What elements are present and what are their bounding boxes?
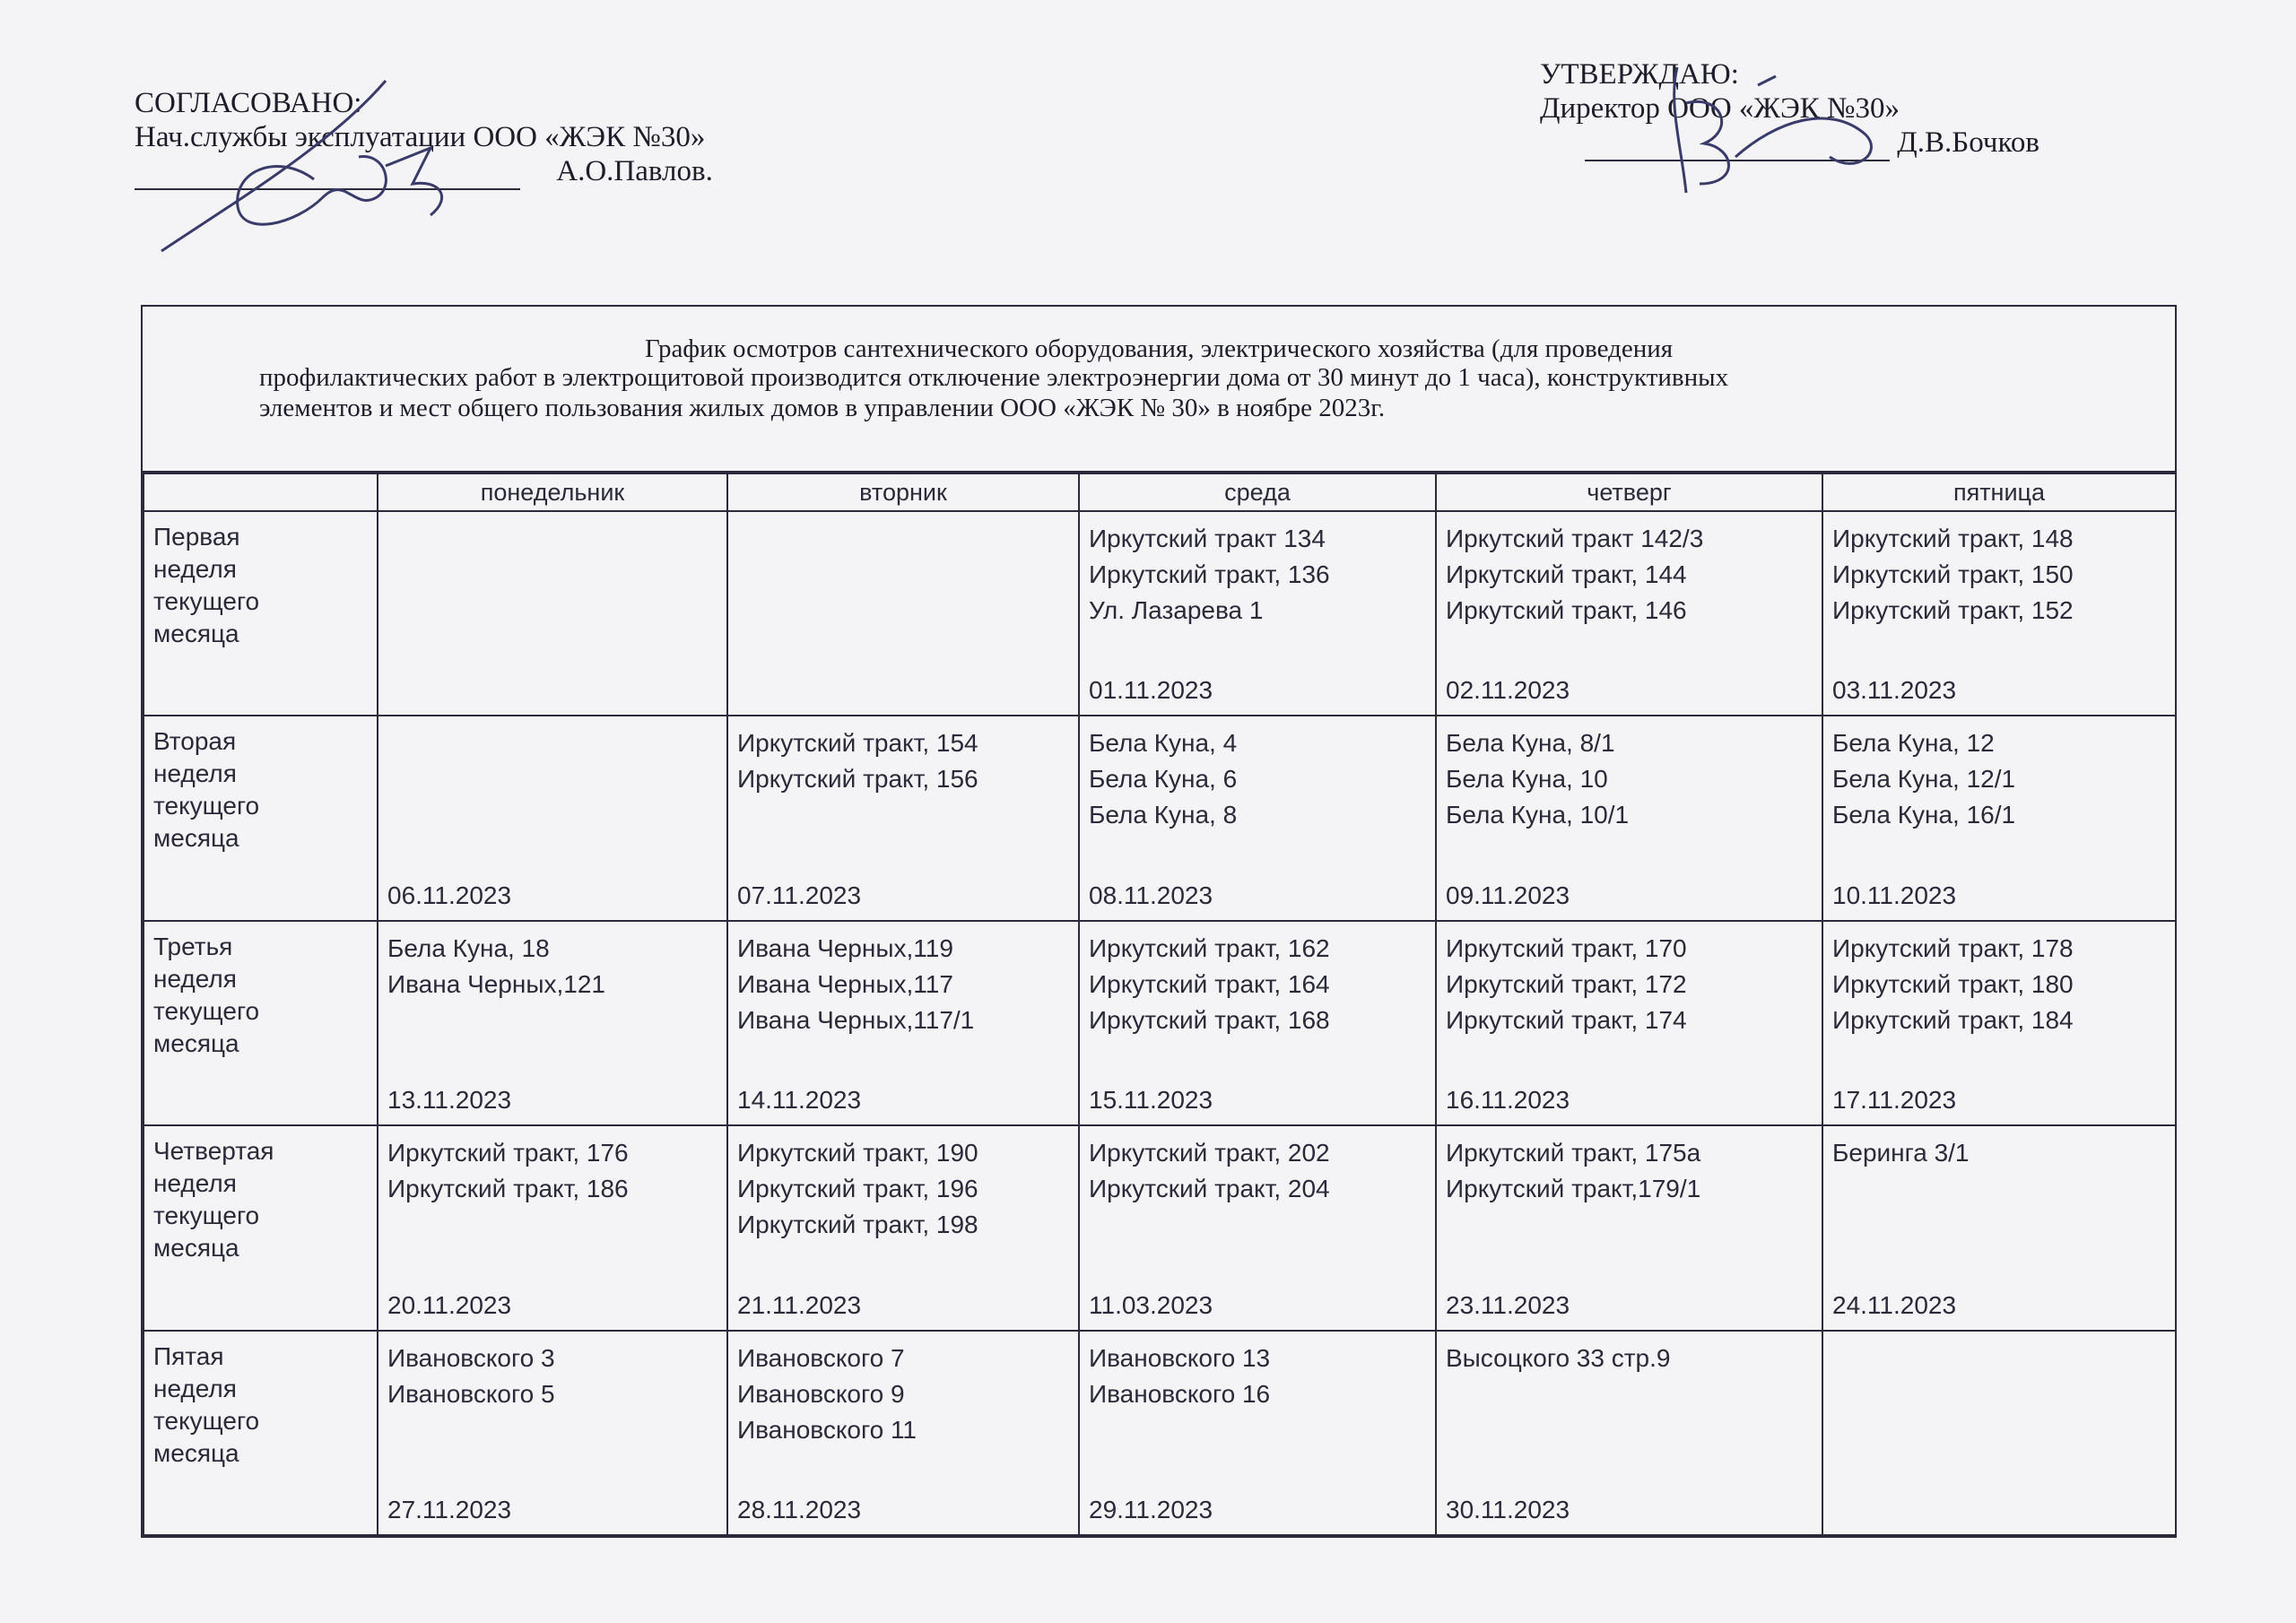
approval-left [135, 86, 713, 190]
schedule-cell [378, 1331, 727, 1535]
table-row [144, 1125, 2176, 1330]
table-row [144, 716, 2176, 920]
week-label-line: месяца [153, 1234, 239, 1263]
address-text: Ивановского 11 [737, 1415, 918, 1444]
address-text: Бела Куна, 6 [1089, 765, 1238, 794]
address-text: Иркутский тракт, 152 [1832, 596, 2074, 624]
address-text: Бела Куна, 18 [387, 933, 550, 962]
address-text: Иркутский тракт, 180 [1832, 969, 2074, 998]
title-line: элементов и мест общего пользования жилых домов в управлении ООО «ЖЭК № 30» в ноябре 2023г. [259, 394, 1386, 422]
approval-right-heading: УТВЕРЖДАЮ: [1540, 58, 1739, 91]
address-text: Бела Куна, 10 [1446, 765, 1608, 794]
address-text: Ивана Черных,117 [737, 969, 953, 998]
week-label-line: текущего [153, 587, 260, 615]
week-label-line: Четвертая [153, 1137, 274, 1166]
week-label-line: Пятая [153, 1341, 224, 1370]
address-text: Иркутский тракт 142/3 [1446, 525, 1704, 552]
address-text: Ивановского 13 [1089, 1343, 1271, 1372]
schedule-cell [1822, 1331, 2176, 1535]
address-text: Иркутский тракт, 204 [1089, 1175, 1330, 1203]
table-row [144, 511, 2176, 716]
address-text: Ул. Лазарева 1 [1089, 596, 1264, 624]
address-text: Ивановского 16 [1089, 1379, 1271, 1408]
inspection-date: 23.11.2023 [1446, 1290, 1570, 1319]
address-text: Иркутский тракт, 156 [737, 765, 978, 794]
address-text: Иркутский тракт, 178 [1832, 933, 2074, 962]
address-text: Бела Куна, 16/1 [1832, 801, 2016, 829]
signature-line [1585, 126, 1890, 161]
address-text: Беринга 3/1 [1832, 1139, 1970, 1167]
header-day: четверг [1436, 473, 1822, 511]
schedule-cell [378, 921, 727, 1125]
address-text: Ивана Черных,121 [387, 969, 605, 998]
address-text: Иркутский тракт, 175а [1446, 1139, 1701, 1167]
schedule-table [143, 473, 2177, 1536]
schedule-cell [1436, 511, 1822, 716]
week-label-cell [144, 921, 378, 1125]
address-text: Иркутский тракт, 184 [1832, 1005, 2074, 1034]
address-text: Иркутский тракт, 196 [737, 1175, 978, 1203]
inspection-date: 03.11.2023 [1832, 676, 1957, 705]
address-text: Иркутский тракт, 150 [1832, 560, 2074, 588]
title-line: профилактических работ в электрощитовой производится отключение электроэнергии дома от 30 минут до 1 часа), конструктивных [259, 363, 1729, 392]
schedule-cell [1436, 921, 1822, 1125]
approval-right [1540, 57, 2039, 161]
address-text: Иркутский тракт, 154 [737, 729, 978, 758]
address-text: Иркутский тракт 134 [1089, 525, 1326, 552]
schedule-cell [1436, 1331, 1822, 1535]
week-label-cell [144, 716, 378, 920]
week-label-line: месяца [153, 620, 239, 647]
signature-line [135, 154, 520, 190]
schedule-cell [1079, 1125, 1436, 1330]
schedule-cell [727, 716, 1079, 920]
address-text: Иркутский тракт, 202 [1089, 1139, 1330, 1167]
schedule-cell [1436, 716, 1822, 920]
address-text: Иркутский тракт, 170 [1446, 933, 1687, 962]
schedule-cell [1822, 511, 2176, 716]
inspection-date: 29.11.2023 [1089, 1496, 1213, 1523]
week-label-line: месяца [153, 824, 239, 853]
week-label-line: неделя [153, 555, 237, 583]
schedule-cell [727, 1331, 1079, 1535]
address-text: Иркутский тракт, 176 [387, 1139, 629, 1167]
address-text: Ивановского 9 [737, 1379, 905, 1408]
inspection-date: 08.11.2023 [1089, 881, 1213, 909]
approval-left-heading: СОГЛАСОВАНО: [135, 87, 362, 119]
approval-left-sign-row [135, 154, 713, 190]
inspection-date: 27.11.2023 [387, 1496, 512, 1523]
week-label-line: Вторая [153, 727, 237, 756]
address-text: Иркутский тракт, 198 [737, 1211, 978, 1239]
header-day: понедельник [378, 473, 727, 511]
address-text: Иркутский тракт, 146 [1446, 596, 1687, 624]
address-text: Ивановского 3 [387, 1343, 555, 1372]
week-label-line: текущего [153, 996, 260, 1025]
week-label-line: неделя [153, 759, 237, 788]
inspection-date: 06.11.2023 [387, 881, 512, 909]
address-text: Бела Куна, 8 [1089, 801, 1238, 829]
approval-right-name: Д.В.Бочков [1897, 126, 2039, 159]
approval-right-sign-row [1540, 126, 2039, 161]
inspection-date: 21.11.2023 [737, 1290, 862, 1319]
inspection-date: 11.03.2023 [1089, 1290, 1213, 1319]
week-label-cell [144, 1331, 378, 1535]
schedule-cell [1822, 716, 2176, 920]
schedule-title [143, 307, 2175, 473]
header-day: пятница [1822, 473, 2176, 511]
inspection-date: 24.11.2023 [1832, 1290, 1957, 1319]
address-text: Ивановского 5 [387, 1379, 555, 1408]
inspection-date: 14.11.2023 [737, 1086, 862, 1115]
week-label-line: Третья [153, 932, 233, 960]
address-text: Иркутский тракт, 190 [737, 1139, 978, 1167]
week-label-line: текущего [153, 1406, 260, 1435]
inspection-date: 30.11.2023 [1446, 1496, 1570, 1523]
schedule-sheet [141, 305, 2177, 1538]
inspection-date: 15.11.2023 [1089, 1086, 1213, 1115]
inspection-date: 07.11.2023 [737, 881, 862, 909]
schedule-cell [1436, 1125, 1822, 1330]
inspection-date: 01.11.2023 [1089, 676, 1213, 705]
header-blank-cell [144, 473, 378, 511]
schedule-cell [1822, 1125, 2176, 1330]
inspection-date: 10.11.2023 [1832, 881, 1957, 909]
week-label-cell [144, 1125, 378, 1330]
schedule-cell [727, 921, 1079, 1125]
schedule-cell [378, 1125, 727, 1330]
table-row [144, 921, 2176, 1125]
inspection-date: 09.11.2023 [1446, 881, 1570, 909]
inspection-date: 02.11.2023 [1446, 676, 1570, 705]
address-text: Иркутский тракт, 186 [387, 1175, 629, 1203]
schedule-cell [1079, 1331, 1436, 1535]
address-text: Бела Куна, 8/1 [1446, 729, 1615, 758]
week-label-line: месяца [153, 1028, 239, 1057]
address-text: Ивана Черных,117/1 [737, 1005, 975, 1034]
inspection-date: 17.11.2023 [1832, 1086, 1957, 1115]
week-label-line: неделя [153, 1374, 237, 1402]
address-text: Иркутский тракт, 174 [1446, 1005, 1687, 1034]
address-text: Иркутский тракт, 168 [1089, 1005, 1330, 1034]
inspection-date: 13.11.2023 [387, 1086, 512, 1115]
inspection-date: 20.11.2023 [387, 1290, 512, 1319]
address-text: Бела Куна, 12 [1832, 729, 1995, 758]
title-line: График осмотров сантехнического оборудования, электрического хозяйства (для проведения [645, 334, 1674, 363]
address-text: Иркутский тракт, 144 [1446, 560, 1687, 588]
schedule-cell [378, 511, 727, 716]
address-text: Иркутский тракт,179/1 [1446, 1175, 1701, 1203]
week-label-line: текущего [153, 792, 260, 820]
header-day: среда [1079, 473, 1436, 511]
address-text: Ивановского 7 [737, 1343, 905, 1372]
schedule-cell [1822, 921, 2176, 1125]
address-text: Иркутский тракт, 164 [1089, 969, 1330, 998]
address-text: Иркутский тракт, 172 [1446, 969, 1687, 998]
week-label-cell [144, 511, 378, 716]
schedule-cell [1079, 511, 1436, 716]
inspection-date: 16.11.2023 [1446, 1086, 1570, 1115]
address-text: Бела Куна, 10/1 [1446, 801, 1630, 829]
schedule-cell [727, 511, 1079, 716]
week-label-line: неделя [153, 964, 237, 993]
approval-left-position: Нач.службы эксплуатации ООО «ЖЭК №30» [135, 121, 706, 153]
inspection-date: 28.11.2023 [737, 1496, 862, 1523]
approval-left-name: А.О.Павлов. [556, 155, 713, 187]
address-text: Ивана Черных,119 [737, 933, 953, 962]
week-label-line: Первая [153, 523, 240, 551]
address-text: Высоцкого 33 стр.9 [1446, 1343, 1671, 1372]
week-label-line: месяца [153, 1438, 239, 1467]
address-text: Иркутский тракт, 162 [1089, 933, 1330, 962]
schedule-cell [1079, 716, 1436, 920]
address-text: Бела Куна, 12/1 [1832, 765, 2016, 794]
address-text: Бела Куна, 4 [1089, 729, 1238, 758]
schedule-cell [1079, 921, 1436, 1125]
table-header-row [144, 473, 2176, 511]
approval-right-position: Директор ООО «ЖЭК №30» [1540, 92, 1900, 125]
address-text: Иркутский тракт, 148 [1832, 525, 2074, 552]
table-row [144, 1331, 2176, 1535]
header-day: вторник [727, 473, 1079, 511]
schedule-cell [378, 716, 727, 920]
address-text: Иркутский тракт, 136 [1089, 560, 1330, 588]
schedule-cell [727, 1125, 1079, 1330]
week-label-line: неделя [153, 1169, 237, 1198]
week-label-line: текущего [153, 1202, 260, 1230]
